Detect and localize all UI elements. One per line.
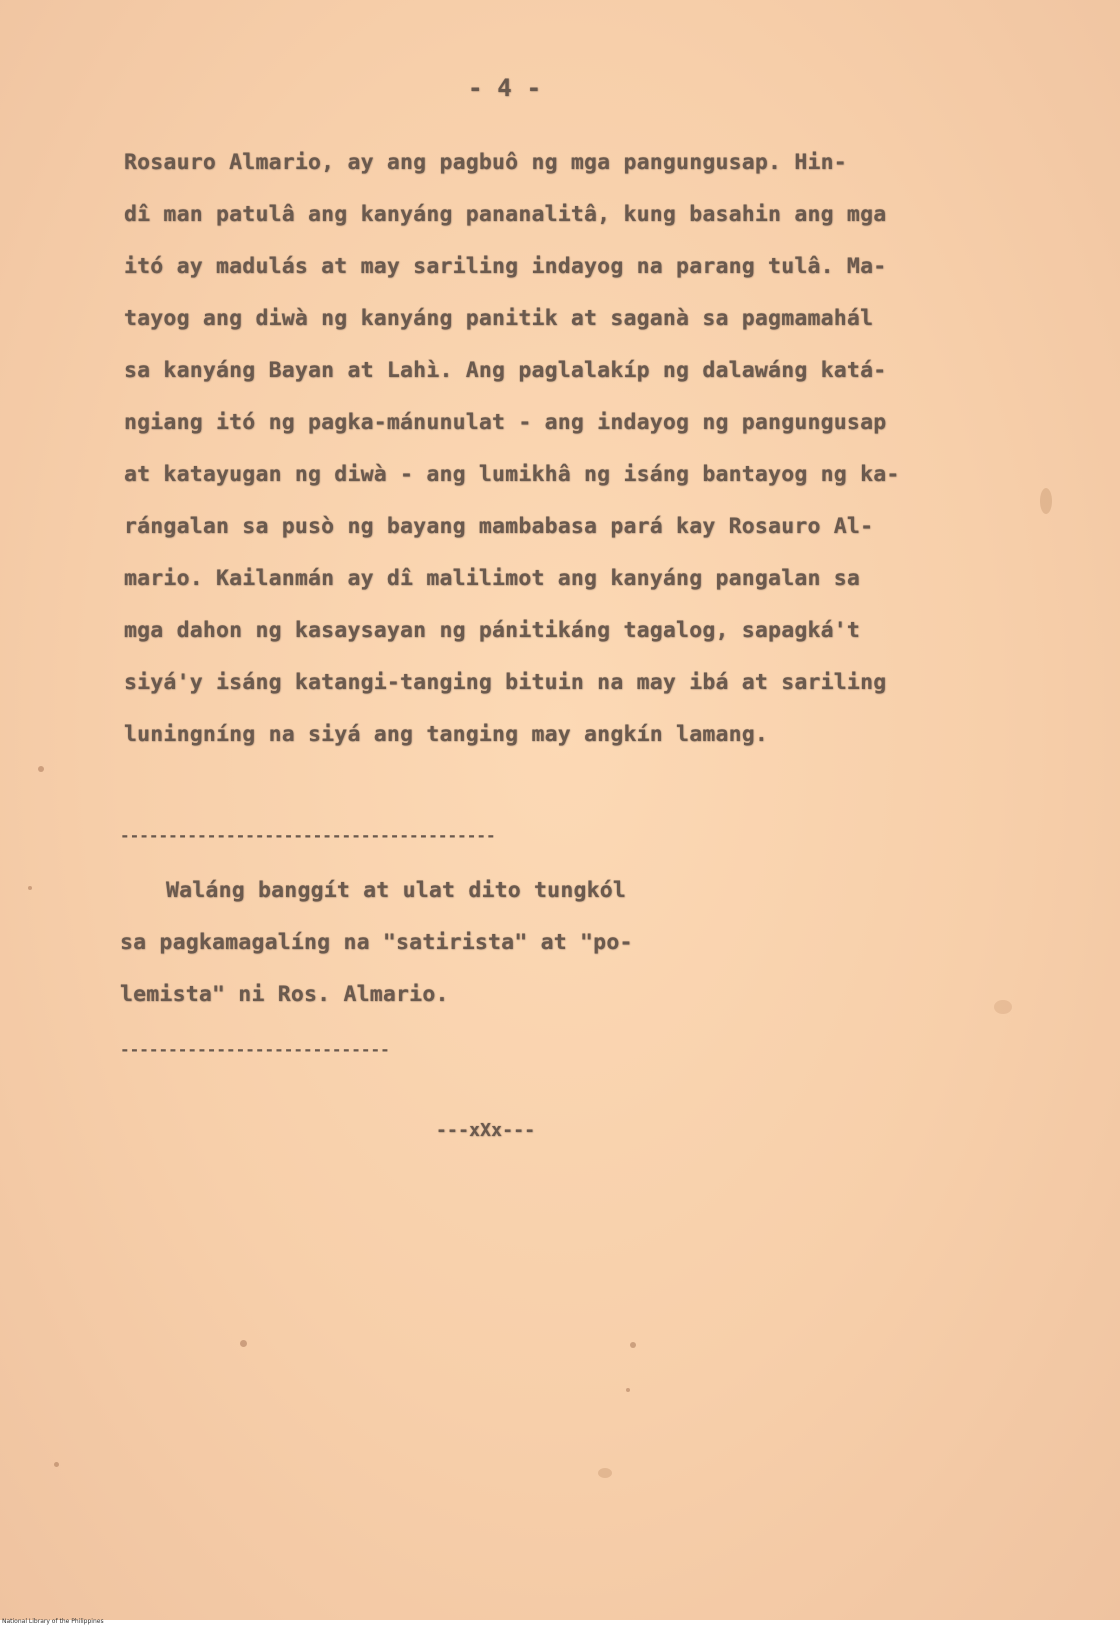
body-line: rángalan sa pusò ng bayang mambabasa pará kay Rosauro Al-	[124, 514, 874, 539]
body-line: Rosauro Almario, ay ang pagbuô ng mga pangungusap. Hin-	[124, 150, 847, 175]
separator-rule-bottom: ----------------------------	[120, 1040, 390, 1059]
paper-speck	[28, 886, 32, 890]
body-line: luningníng na siyá ang tanging may angkín lamang.	[124, 722, 769, 747]
body-line: mario. Kailanmán ay dî malilimot ang kanyáng pangalan sa	[124, 566, 861, 591]
body-line: tayog ang diwà ng kanyáng panitik at saganà sa pagmamahál	[124, 306, 874, 331]
note-line: lemista" ni Ros. Almario.	[120, 982, 449, 1007]
note-line: Waláng banggít at ulat dito tungkól	[166, 878, 627, 903]
paper-speck	[994, 1000, 1012, 1014]
body-line: ngiang itó ng pagka-mánunulat - ang indayog ng pangungusap	[124, 410, 887, 435]
body-line: mga dahon ng kasaysayan ng pánitikáng tagalog, sapagká't	[124, 618, 861, 643]
body-line: siyá'y isáng katangi-tanging bituin na may ibá at sariling	[124, 670, 887, 695]
page-number: - 4 -	[468, 74, 542, 102]
paper-speck	[626, 1388, 630, 1392]
body-line: sa kanyáng Bayan at Lahì. Ang paglalakíp ng dalawáng katá-	[124, 358, 887, 383]
closing-mark: ---xXx---	[436, 1120, 536, 1141]
separator-rule-top: ---------------------------------------	[120, 826, 496, 845]
body-line: at katayugan ng diwà - ang lumikhâ ng isáng bantayog ng ka-	[124, 462, 900, 487]
paper-speck	[54, 1462, 59, 1467]
paper-speck	[1040, 488, 1052, 514]
note-line: sa pagkamagalíng na "satirista" at "po-	[120, 930, 633, 955]
paper-speck	[598, 1468, 612, 1478]
paper-speck	[38, 766, 44, 772]
body-line: dî man patulâ ang kanyáng pananalitâ, kung basahin ang mga	[124, 202, 887, 227]
paper-speck	[630, 1342, 636, 1348]
body-line: itó ay madulás at may sariling indayog na parang tulâ. Ma-	[124, 254, 887, 279]
footer-credit: National Library of the Philippines	[2, 1618, 104, 1625]
paper-speck	[240, 1340, 247, 1347]
footer-strip	[0, 1620, 1120, 1628]
